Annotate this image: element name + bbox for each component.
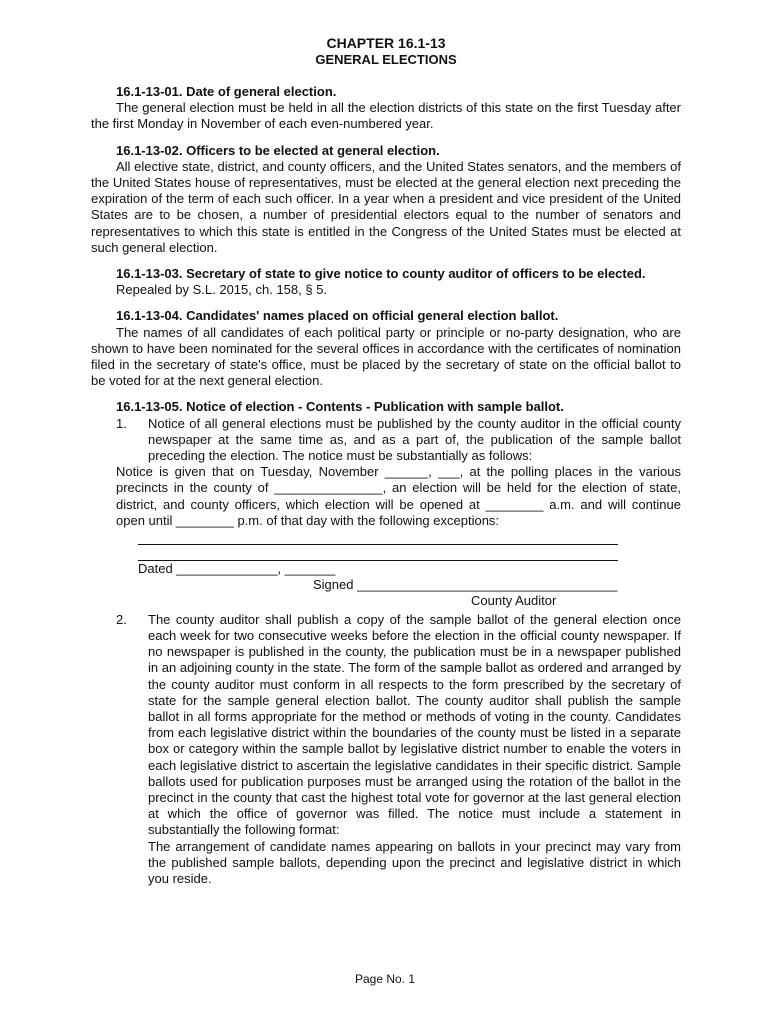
section-body: Repealed by S.L. 2015, ch. 158, § 5. xyxy=(116,282,328,298)
section-title: 16.1-13-01. Date of general election. xyxy=(116,84,337,99)
section-16-1-13-02 xyxy=(91,143,681,256)
section-16-1-13-04 xyxy=(91,308,681,389)
section-title: 16.1-13-04. Candidates' names placed on official general election ballot. xyxy=(116,308,559,324)
section-16-1-13-03 xyxy=(91,266,681,298)
chapter-heading: CHAPTER 16.1-13 xyxy=(326,35,446,51)
notice-text: Notice is given that on Tuesday, November ______, ___, at the polling places in the various precincts in the county of _______________, an election will be held for the election of state, district, and county officers, which election will be opened at ________ a.m. and will continue open until ________ p.m. of that day with the following exceptions: xyxy=(116,464,681,528)
section-body: All elective state, district, and county officers, and the United States senators, and the members of the United States house of representatives, must be elected at the general election next preceding the expiration of the term of each such officer. In a year when a president and vice president of the United States are to be chosen, a number of presidential electors equal to the number of senators and representatives to which this state is entitled in the Congress of the United States must be elected at such general election. xyxy=(91,158,681,255)
format-statement: The arrangement of candidate names appearing on ballots in your precinct may vary from the published sample ballots, depending upon the precinct and legislative district in which you reside. xyxy=(148,838,681,886)
list-item-2 xyxy=(91,612,681,887)
signed-line: Signed ____________________________________ xyxy=(313,577,618,593)
section-16-1-13-01 xyxy=(91,84,681,133)
chapter-subtitle: GENERAL ELECTIONS xyxy=(315,52,457,67)
item-text: Notice of all general elections must be published by the county auditor in the official county newspaper at the same time as, and as a part of, the publication of the sample ballot preceding the election. The notice must be substantially as follows: xyxy=(148,415,681,464)
section-body: The general election must be held in all the election districts of this state on the first Tuesday after the first Monday in November of each even-numbered year. xyxy=(91,100,681,132)
section-title: 16.1-13-02. Officers to be elected at general election. xyxy=(116,142,440,158)
section-title: 16.1-13-03. Secretary of state to give notice to county auditor of officers to be elected. xyxy=(116,266,646,282)
list-item-1 xyxy=(91,416,681,465)
page-number: Page No. 1 xyxy=(354,972,416,986)
item-text: The county auditor shall publish a copy of the sample ballot of the general election once each week for two consecutive weeks before the election in the official county newspaper. If no newspaper is published in the county, the publication must be in a newspaper published in an adjoining county in the state. The form of the sample ballot as ordered and arranged by the county auditor must conform in all respects to the form prescribed by the secretary of state for the sample general election ballot. The county auditor shall publish the sample ballot in all forms appropriate for the method or methods of voting in the county. Candidates from each legislative district within the boundaries of the county must be listed in a separate box or category within the sample ballot by legislative district number to enable the voters in each legislative district to ascertain the legislative candidates in their specific district. Sample ballots used for publication purposes must be arranged using the rotation of the ballot in the precinct in the county that cast the highest total vote for governor at the last general election at which the office of governor was filled. The notice must include a statement in substantially the following format: xyxy=(148,611,681,838)
dated-line: Dated ______________, _______ xyxy=(138,561,336,577)
item-text-block xyxy=(148,612,681,887)
section-16-1-13-05 xyxy=(91,399,681,887)
section-body: The names of all candidates of each political party or principle or no-party designation, who are shown to have been nominated for the several offices in accordance with the certificates of nomination filed in the secretary of state's office, must be placed by the secretary of state on the official ballot to be voted for at the next general election. xyxy=(91,324,681,389)
document-body xyxy=(91,84,681,887)
blank-line xyxy=(138,545,618,561)
section-title: 16.1-13-05. Notice of election - Contents - Publication with sample ballot. xyxy=(116,399,564,415)
blank-line xyxy=(138,529,618,545)
county-auditor-label: County Auditor xyxy=(471,593,557,609)
item-number: 2. xyxy=(116,611,127,627)
item-number: 1. xyxy=(116,415,127,431)
